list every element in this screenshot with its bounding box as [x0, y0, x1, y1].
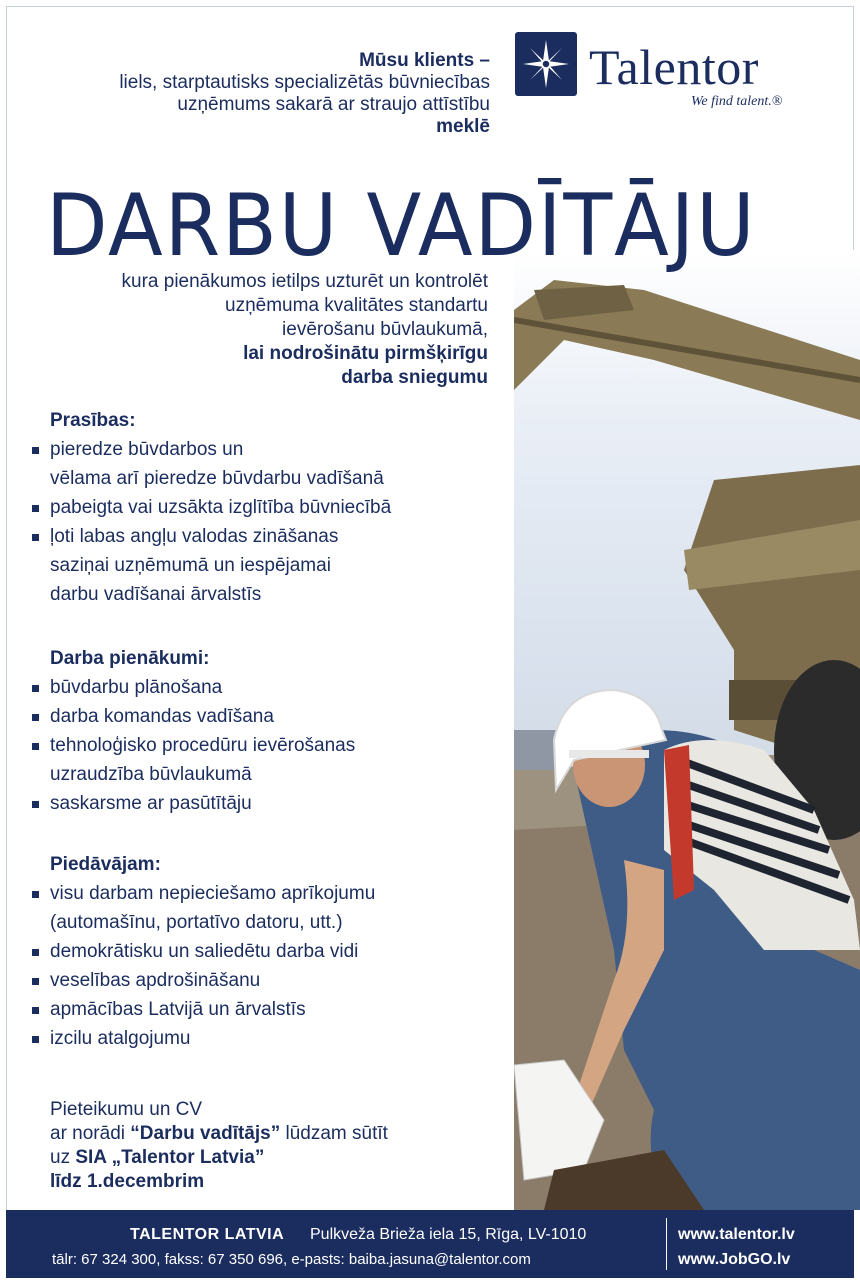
footer-bar: [6, 1210, 854, 1278]
list-item-text: pieredze būvdarbos un: [50, 439, 244, 460]
apply-text: ar norādi: [50, 1123, 131, 1144]
list-item: [30, 493, 500, 522]
intro-text: [30, 50, 490, 138]
list-item: [30, 789, 500, 818]
list-item-text-cont: saziņai uzņēmumā un iespējamai: [50, 555, 331, 576]
apply-text: uz: [50, 1147, 76, 1168]
list-item-text-cont: darbu vadīšanai ārvalstīs: [50, 584, 262, 605]
apply-company-name: SIA „Talentor Latvia”: [75, 1147, 265, 1168]
talentor-logo: [515, 32, 815, 112]
intro-line-1: Mūsu klients –: [359, 50, 490, 71]
list-item: [30, 966, 500, 995]
list-item: [30, 673, 500, 702]
list-item: [30, 995, 500, 1024]
list-item-text-cont: (automašīnu, portatīvo datoru, utt.): [50, 912, 343, 933]
application-instructions: [50, 1098, 510, 1194]
list-item-text: visu darbam nepieciešamo aprīkojumu: [50, 883, 376, 904]
footer-contacts: tālr: 67 324 300, fakss: 67 350 696, e-pasts: baiba.jasuna@talentor.com: [52, 1251, 531, 1268]
footer-website-link[interactable]: www.talentor.lv: [678, 1226, 795, 1243]
list-item-text: pabeigta vai uzsākta izglītība būvniecībā: [50, 497, 392, 518]
apply-line-2: [50, 1122, 510, 1146]
list-item-text: ļoti labas angļu valodas zināšanas: [50, 526, 339, 547]
requirements-title: Prasības:: [50, 410, 136, 431]
description-line-4: lai nodrošinātu pirmšķirīgu: [243, 343, 488, 364]
compass-star-icon: [515, 32, 577, 96]
offer-title: Piedāvājam:: [50, 854, 161, 875]
footer-company: TALENTOR LATVIA: [130, 1226, 285, 1243]
list-item-text: izcilu atalgojumu: [50, 1028, 191, 1049]
list-item: [30, 522, 500, 609]
list-item: [30, 937, 500, 966]
list-item: [30, 731, 500, 789]
duties-title: Darba pienākumi:: [50, 648, 210, 669]
list-item: [30, 1024, 500, 1053]
list-item-text: būvdarbu plānošana: [50, 677, 223, 698]
apply-text: lūdzam sūtīt: [280, 1123, 388, 1144]
duties-section: [30, 644, 500, 818]
list-item-text-cont: uzraudzība būvlaukumā: [50, 764, 252, 785]
list-item: [30, 879, 500, 937]
intro-line-3: uzņēmums sakarā ar straujo attīstību: [177, 94, 490, 115]
list-item-text: darba komandas vadīšana: [50, 706, 274, 727]
footer-divider: [666, 1218, 667, 1270]
job-title-headline: DARBU VADĪTĀJU: [46, 176, 757, 276]
apply-position-name: “Darbu vadītājs”: [130, 1123, 281, 1144]
list-item-text: demokrātisku un saliedētu darba vidi: [50, 941, 359, 962]
description-line-5: darba sniegumu: [341, 367, 488, 388]
description-line-3: ievērošanu būvlaukumā,: [282, 319, 488, 340]
list-item-text: tehnoloģisko procedūru ievērošanas: [50, 735, 356, 756]
intro-line-4: meklē: [436, 116, 490, 137]
offer-section: [30, 850, 500, 1053]
description-line-1: kura pienākumos ietilps uzturēt un kontrolēt: [121, 271, 488, 292]
list-item-text-cont: vēlama arī pieredze būvdarbu vadīšanā: [50, 468, 384, 489]
construction-worker-photo: [514, 250, 860, 1210]
list-item: [30, 435, 500, 493]
list-item-text: saskarsme ar pasūtītāju: [50, 793, 252, 814]
apply-line-3: [50, 1146, 510, 1170]
list-item-text: veselības apdrošināšanu: [50, 970, 261, 991]
description-line-2: uzņēmuma kvalitātes standartu: [225, 295, 488, 316]
apply-deadline: līdz 1.decembrim: [50, 1171, 205, 1192]
list-item-text: apmācības Latvijā un ārvalstīs: [50, 999, 306, 1020]
intro-line-2: liels, starptautisks specializētās būvniecības: [119, 72, 490, 93]
footer-address: Pulkveža Brieža iela 15, Rīga, LV-1010: [310, 1226, 587, 1243]
logo-name: Talentor: [589, 39, 759, 95]
requirements-section: [30, 406, 500, 609]
list-item: [30, 702, 500, 731]
apply-line-1: Pieteikumu un CV: [50, 1099, 203, 1120]
logo-tagline: We find talent.®: [691, 94, 783, 109]
footer-jobgo-link[interactable]: www.JobGO.lv: [678, 1251, 791, 1268]
job-description: [20, 270, 488, 390]
